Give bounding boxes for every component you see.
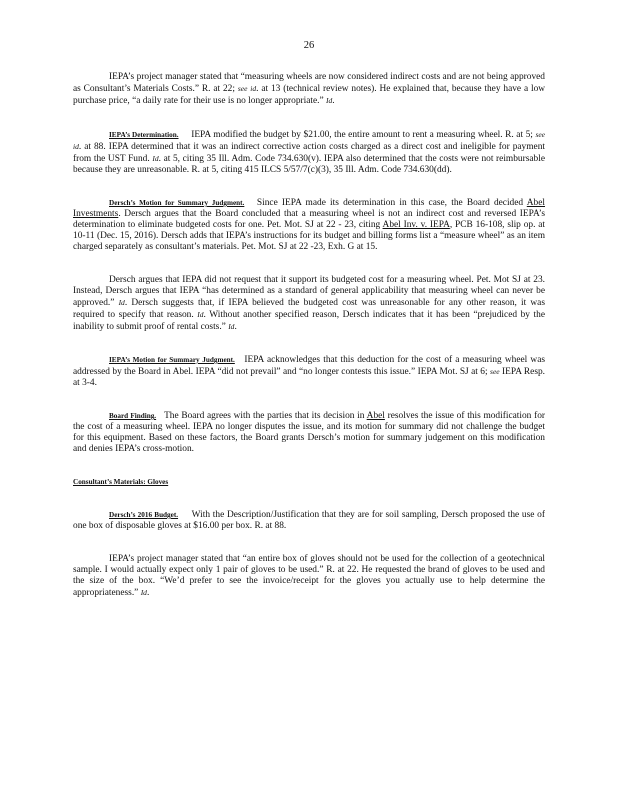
- paragraph-pm-measuring-wheel: IEPA’s project manager stated that “measuring wheels are now considered indirect costs and are not being approved as Consultant’s Materials Costs.” R. at 22; see id. at 13 (technical review notes). He explained that, because they have a low purchase price, “a daily rate for their use is no longer appropriate.” Id.: [73, 72, 546, 106]
- heading-dersch-motion: Dersch’s Motion for Summary Judgment.: [109, 199, 245, 207]
- heading-board-finding: Board Finding.: [109, 412, 157, 420]
- paragraph-dersch-motion: Dersch’s Motion for Summary Judgment. Since IEPA made its determination in this case, the Board decided Abel Investments. Dersch argues that the Board concluded that a measuring wheel is not an indirect cost and reversed IEPA’s determination to eliminate budgeted costs for one. Pet. Mot. SJ at 22 - 23, citing Abel Inv. v. IEPA, PCB 16-108, slip op. at 10-11 (Dec. 15, 2016). Dersch adds that IEPA’s instructions for its budget and billing forms list a “measure wheel” as an item charged separately as consultant’s materials. Pet. Mot. SJ at 22 -23, Exh. G at 15.: [73, 198, 546, 252]
- heading-iepa-motion: IEPA’s Motion for Summary Judgment.: [109, 356, 235, 364]
- heading-iepa-determination: IEPA’s Determination.: [109, 131, 179, 139]
- document-body: [73, 72, 545, 599]
- paragraph-iepa-motion: IEPA’s Motion for Summary Judgment. IEPA acknowledges that this deduction for the cost of a measuring wheel was addressed by the Board in Abel. IEPA “did not prevail” and “no longer contests this issue.” IEPA Mot. SJ at 6; see IEPA Resp. at 3-4.: [73, 355, 545, 388]
- paragraph-board-finding: Board Finding. The Board agrees with the parties that its decision in Abel resolves the issue of this modification for the cost of a measuring wheel. IEPA no longer disputes the issue, and its motion for summary did not challenge the budget for this equipment. Based on these factors, the Board grants Dersch’s motion for summary judgement on this modification and denies IEPA’s cross-motion.: [73, 411, 546, 454]
- paragraph-iepa-determination: IEPA’s Determination. IEPA modified the budget by $21.00, the entire amount to rent a measuring wheel. R. at 5; see id. at 88. IEPA determined that it was an indirect corrective action costs charged as a direct cost and ineligible for payment from the UST Fund. Id. at 5, citing 35 Ill. Adm. Code 734.630(v). IEPA also determined that the costs were not reimbursable because they are unreasonable. R. at 5, citing 415 ILCS 5/57/7(c)(3), 35 Ill. Adm. Code 734.630(dd).: [73, 130, 546, 175]
- paragraph-dersch-argues: Dersch argues that IEPA did not request that it support its budgeted cost for a measuring wheel. Pet. Mot SJ at 23. Instead, Dersch argues that IEPA “has determined as a standard of general applicability that measuring wheel can never be approved.” Id. Dersch suggests that, if IEPA believed the budgeted cost was unreasonable for any other reason, it was required to specify that reason. Id. Without another specified reason, Dersch indicates that it has been “prejudiced by the inability to submit proof of rental costs.” Id.: [73, 275, 546, 332]
- heading-dersch-budget: Dersch’s 2016 Budget.: [109, 511, 179, 519]
- page-number: 26: [303, 40, 315, 51]
- paragraph-pm-gloves: IEPA’s project manager stated that “an entire box of gloves should not be used for the collection of a geotechnical sample. I would actually expect only 1 pair of gloves to be used.” R. at 22. He requested the brand of gloves to be used and the size of the box. “We’d prefer to see the invoice/receipt for the gloves you actually use to help determine the appropriateness.” Id.: [73, 554, 545, 598]
- paragraph-dersch-budget: Dersch’s 2016 Budget. With the Description/Justification that they are for soil sampling, Dersch proposed the use of one box of disposable gloves at $16.00 per box. R. at 88.: [73, 510, 545, 531]
- section-heading-gloves: Consultant’s Materials: Gloves: [73, 478, 169, 486]
